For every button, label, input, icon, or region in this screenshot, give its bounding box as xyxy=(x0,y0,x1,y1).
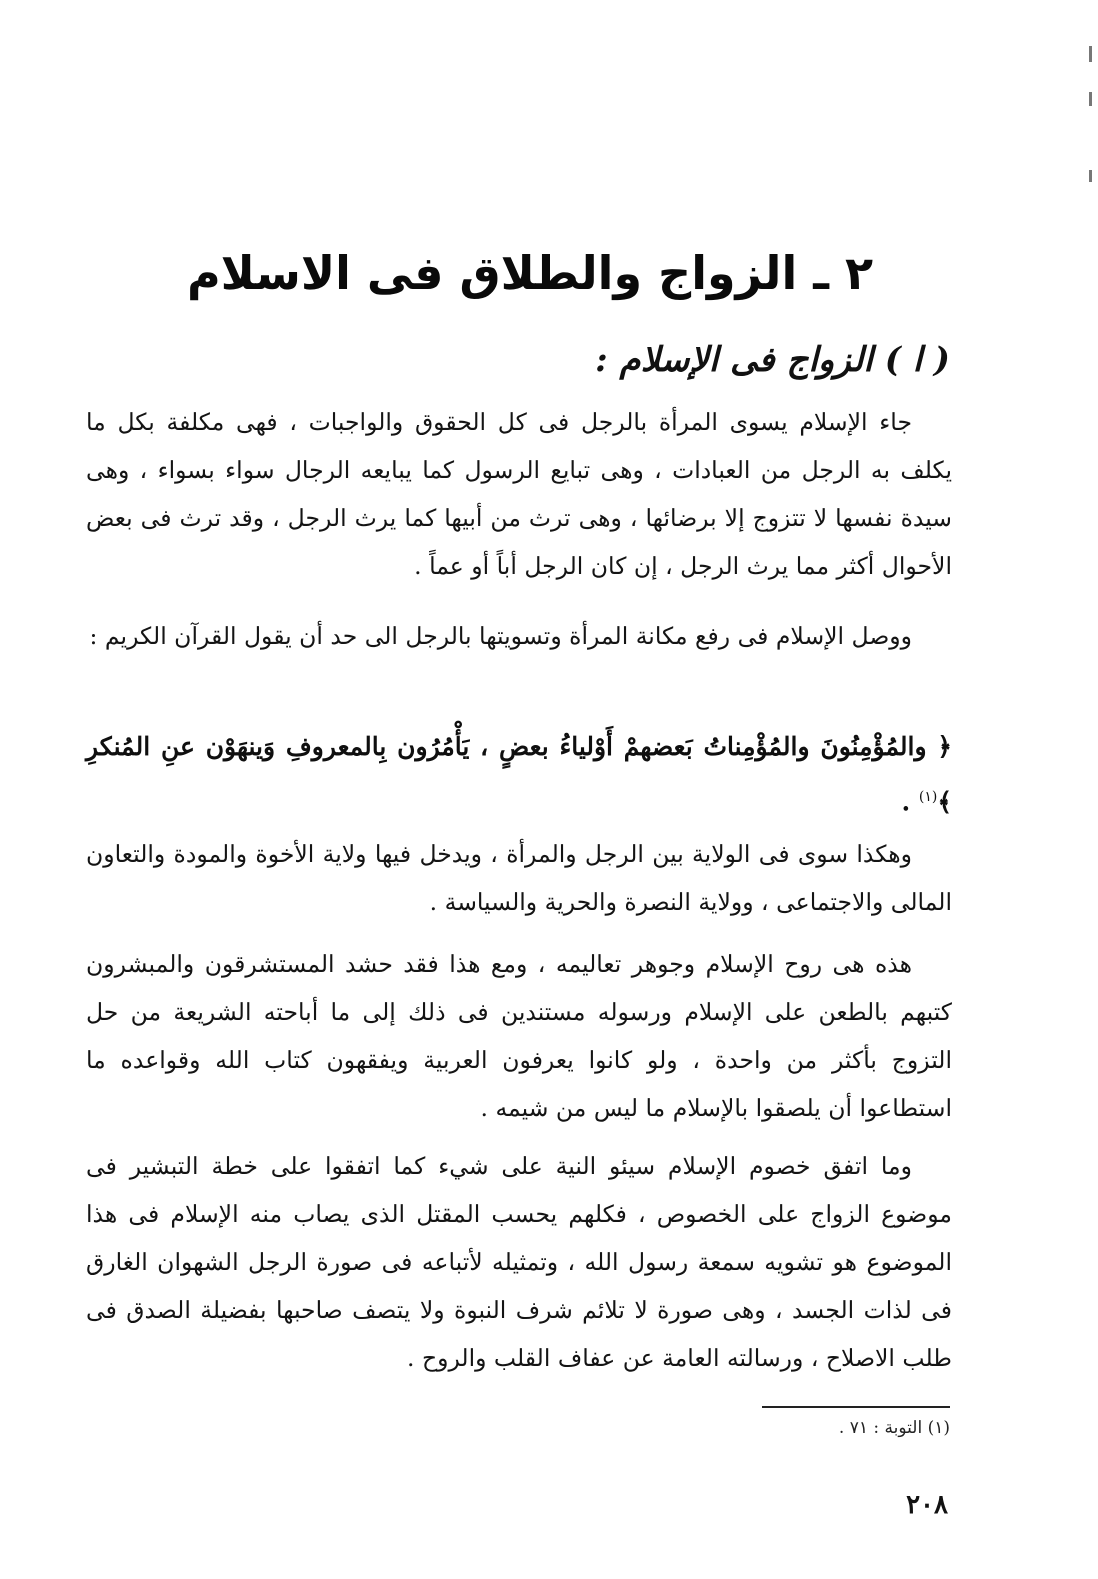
paragraph-3: وهكذا سوى فى الولاية بين الرجل والمرأة ، ويدخل فيها ولاية الأخوة والمودة والتعاون المالى والاجتماعى ، وولاية النصرة والحرية والسياسة . xyxy=(86,840,952,916)
paragraph-5: وما اتفق خصوم الإسلام سيئو النية على شيء كما اتفقوا على خطة التبشير فى موضوع الزواج على الخصوص ، فكلهم يحسب المقتل الذى يصاب منه الإسلام فى هذا الموضوع هو تشويه سمعة رسول الله ، وتمثيله لأتباعه فى صورة الرجل الشهوان الغارق فى لذات الجسد ، وهى صورة لا تلائم شرف النبوة ولا يتصف صاحبها بفضيلة الصدق فى طلب الاصلاح ، ورسالته العامة عن عفاف القلب والروح . xyxy=(86,1152,952,1372)
section-heading: ( ا ) الزواج فى الإسلام : xyxy=(595,340,950,380)
scan-edge-mark xyxy=(1089,46,1092,62)
footnote-divider xyxy=(762,1406,950,1408)
chapter-title: ٢ ـ الزواج والطلاق فى الاسلام xyxy=(186,246,874,300)
quran-verse: ﴿ والمُؤْمِنُونَ والمُؤْمِناتُ بَعضهمْ أَوْلياءُ بعضٍ ، يَأْمُرُون بِالمعروفِ وَينهَوْن عنِ المُنكرِ ﴾ xyxy=(86,732,952,817)
paragraph-2: ووصل الإسلام فى رفع مكانة المرأة وتسويتها بالرجل الى حد أن يقول القرآن الكريم : xyxy=(89,622,912,650)
footnote-marker: (١) xyxy=(918,789,938,805)
page-number: ٢٠٨ xyxy=(906,1490,948,1520)
footnote: (١) التوبة : ٧١ . xyxy=(838,1418,950,1438)
scan-edge-mark xyxy=(1089,170,1092,182)
scan-edge-mark xyxy=(1089,92,1092,106)
paragraph-4: هذه هى روح الإسلام وجوهر تعاليمه ، ومع هذا فقد حشد المستشرقون والمبشرون كتبهم بالطعن على الإسلام ورسوله مستندين فى ذلك إلى ما أباحته الشريعة من حل التزوج بأكثر من واحدة ، ولو كانوا يعرفون العربية ويفقهون كتاب الله وقواعده ما استطاعوا أن يلصقوا بالإسلام ما ليس من شيمه . xyxy=(86,950,952,1122)
quran-verse-block xyxy=(86,722,952,827)
verse-end: . xyxy=(901,787,919,817)
paragraph-1: جاء الإسلام يسوى المرأة بالرجل فى كل الحقوق والواجبات ، فهى مكلفة بكل ما يكلف به الرجل من العبادات ، وهى تبايع الرسول كما يبايعه الرجال سواء بسواء ، وهى سيدة نفسها لا تتزوج إلا برضائها ، وهى ترث من أبيها كما يرث الرجل ، وقد ترث فى بعض الأحوال أكثر مما يرث الرجل ، إن كان الرجل أباً أو عماً . xyxy=(86,408,952,580)
